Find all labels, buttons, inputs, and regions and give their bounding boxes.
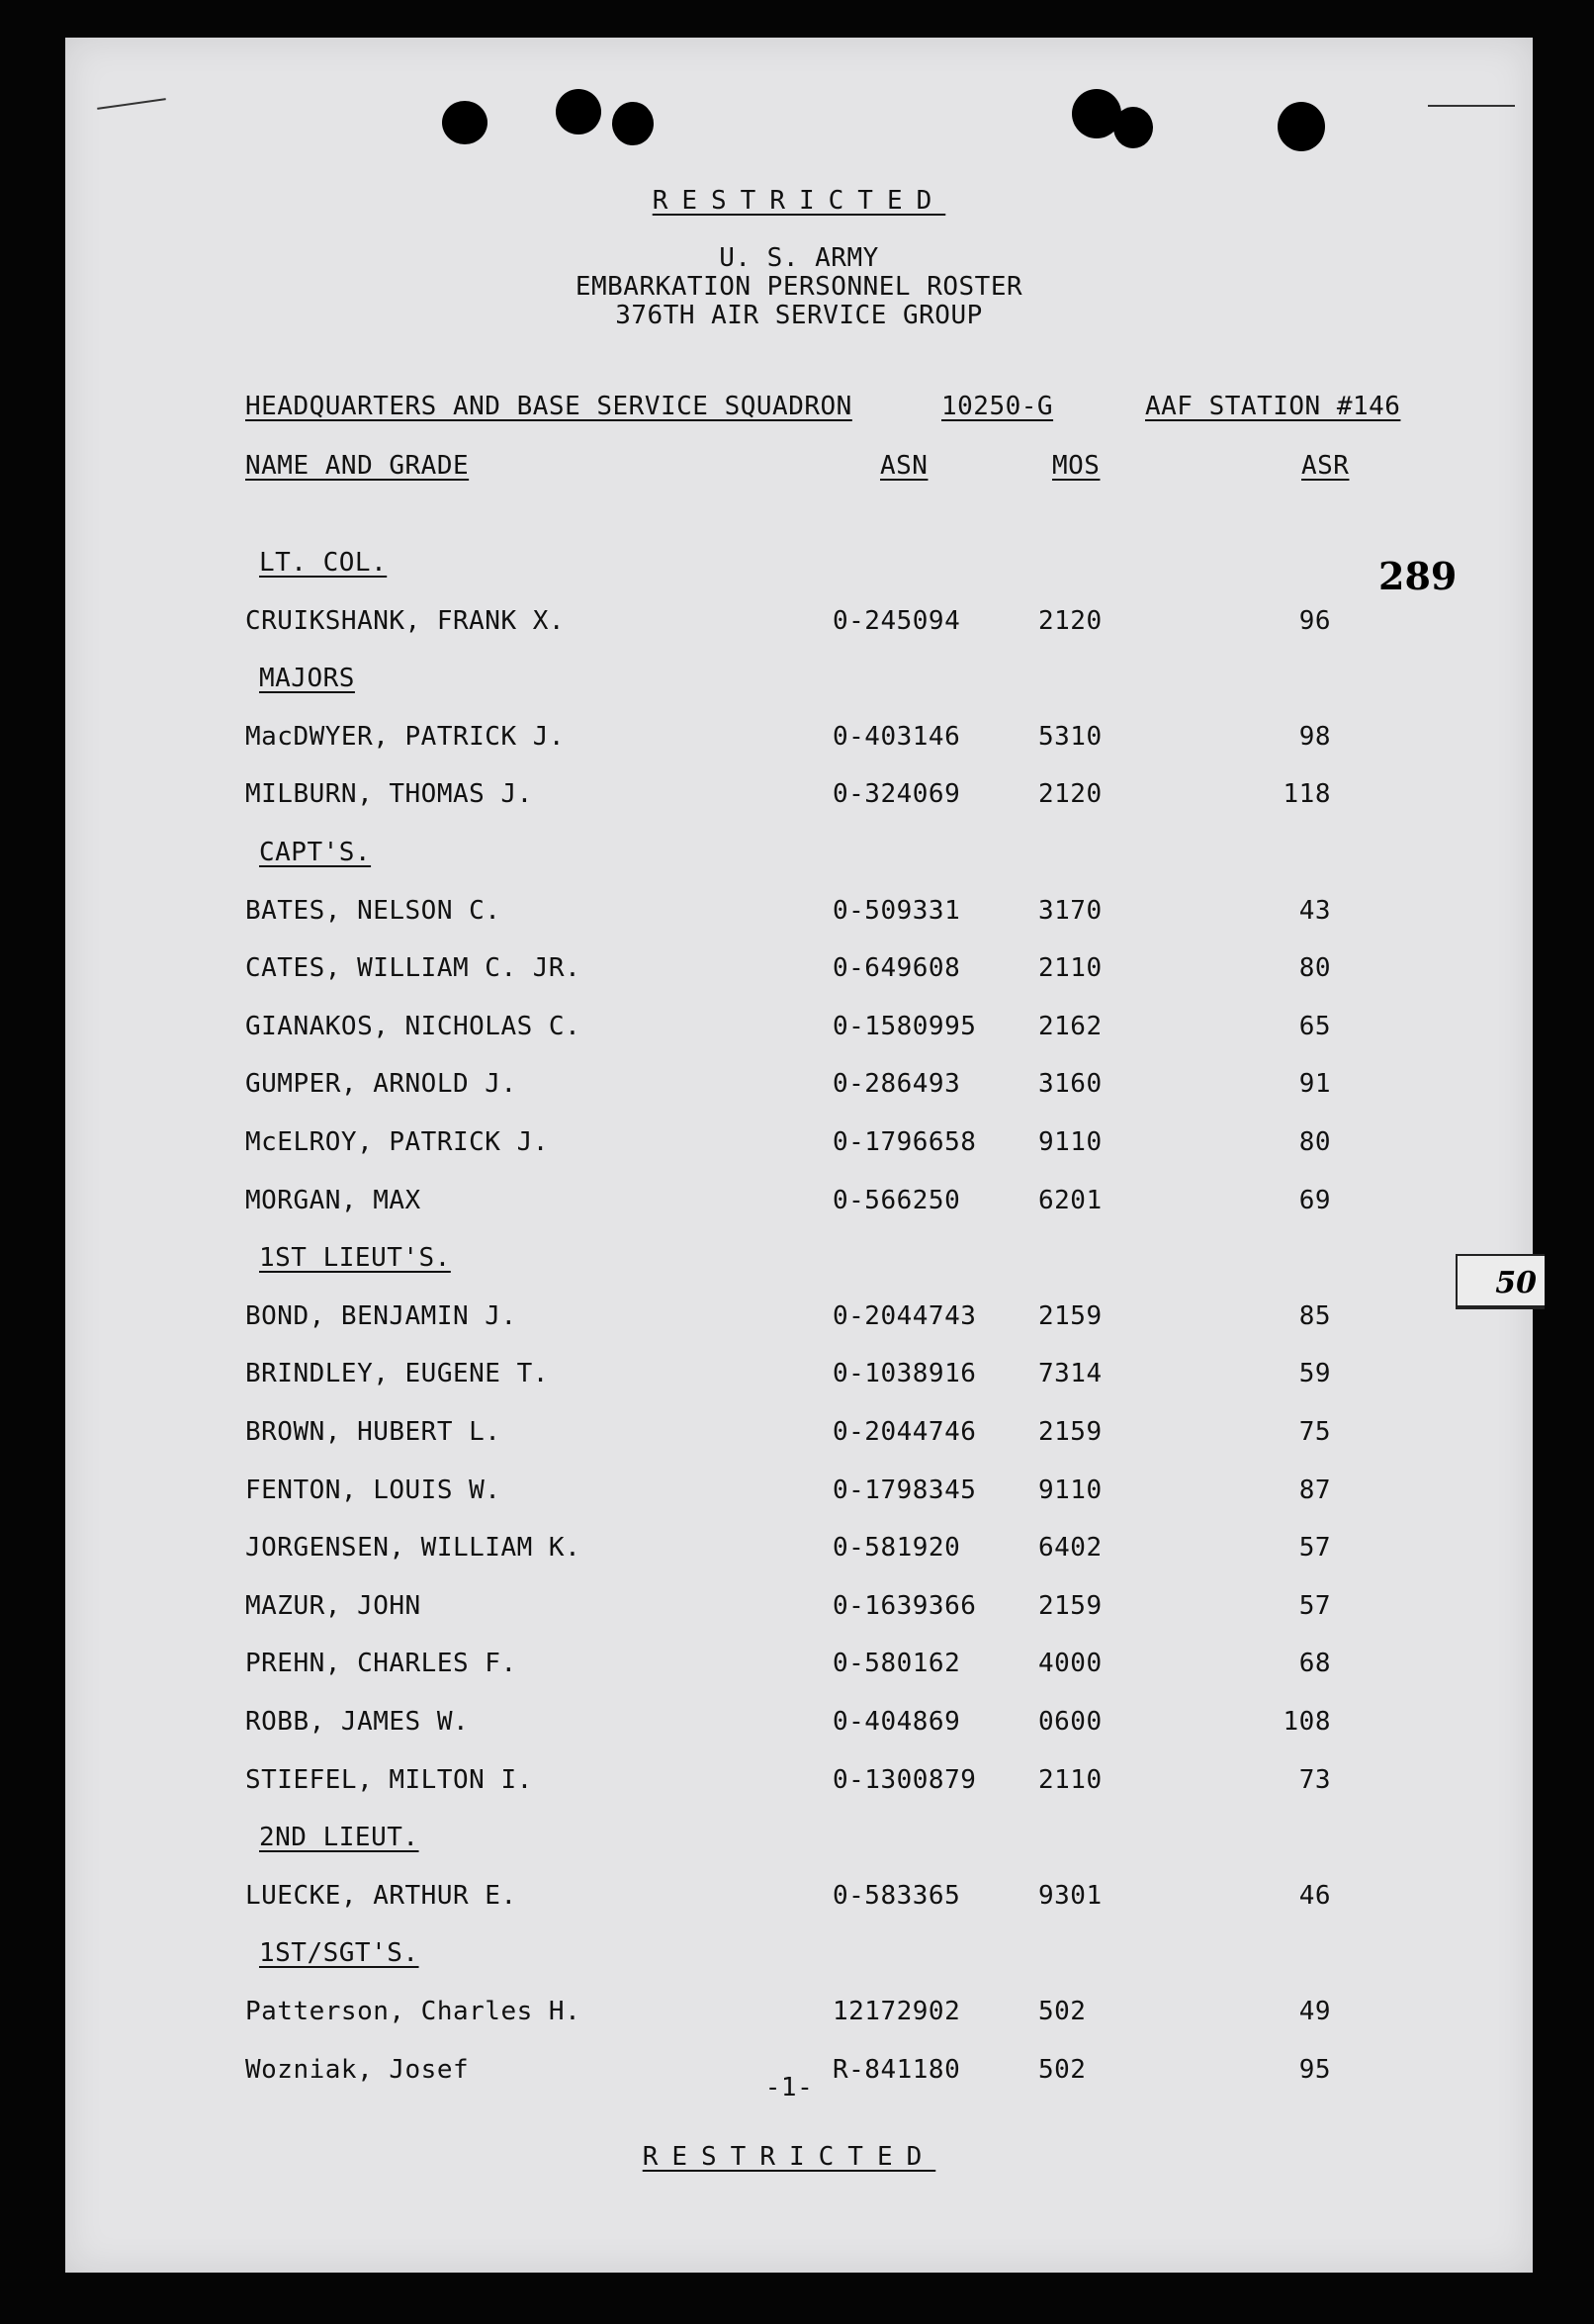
person-asn: 0-2044743 <box>833 1301 977 1331</box>
grade-heading: CAPT'S. <box>259 838 372 867</box>
grade-heading: 1ST LIEUT'S. <box>259 1243 451 1273</box>
person-name: MORGAN, MAX <box>245 1186 421 1215</box>
page-tab-label: 50 <box>1456 1254 1545 1309</box>
person-asn: 0-1038916 <box>833 1359 977 1388</box>
person-asr: 87 <box>1298 1475 1331 1505</box>
person-mos: 2162 <box>1038 1012 1103 1041</box>
person-asr: 80 <box>1298 1127 1331 1157</box>
column-header-asn: ASN <box>880 451 929 481</box>
grade-heading: MAJORS <box>259 664 355 693</box>
person-name: BROWN, HUBERT L. <box>245 1417 501 1447</box>
person-mos: 3170 <box>1038 896 1103 926</box>
org-line-3: 376TH AIR SERVICE GROUP <box>615 301 983 330</box>
person-asr: 91 <box>1298 1069 1331 1099</box>
person-asr: 85 <box>1298 1301 1331 1331</box>
person-mos: 9110 <box>1038 1127 1103 1157</box>
person-asr: 49 <box>1298 1997 1331 2026</box>
person-name: GUMPER, ARNOLD J. <box>245 1069 517 1099</box>
unit-code: 10250-G <box>941 392 1054 421</box>
person-asr: 65 <box>1298 1012 1331 1041</box>
person-name: PREHN, CHARLES F. <box>245 1649 517 1678</box>
person-asn: 12172902 <box>833 1997 961 2026</box>
person-name: MILBURN, THOMAS J. <box>245 779 533 809</box>
person-mos: 4000 <box>1038 1649 1103 1678</box>
person-name: CATES, WILLIAM C. JR. <box>245 953 581 983</box>
person-name: Wozniak, Josef <box>245 2055 470 2085</box>
person-name: LUECKE, ARTHUR E. <box>245 1881 517 1911</box>
person-asr: 68 <box>1298 1649 1331 1678</box>
column-header-asr: ASR <box>1301 451 1350 481</box>
grade-heading: 1ST/SGT'S. <box>259 1938 419 1968</box>
person-name: BATES, NELSON C. <box>245 896 501 926</box>
column-header-mos: MOS <box>1052 451 1101 481</box>
person-mos: 9301 <box>1038 1881 1103 1911</box>
org-line-1: U. S. ARMY <box>719 243 879 273</box>
person-name: BRINDLEY, EUGENE T. <box>245 1359 549 1388</box>
punch-hole <box>442 101 487 144</box>
person-mos: 2120 <box>1038 779 1103 809</box>
person-mos: 2120 <box>1038 606 1103 636</box>
person-name: JORGENSEN, WILLIAM K. <box>245 1533 581 1563</box>
grade-heading: LT. COL. <box>259 548 388 578</box>
person-asr: 69 <box>1298 1186 1331 1215</box>
person-asn: 0-649608 <box>833 953 961 983</box>
person-mos: 6402 <box>1038 1533 1103 1563</box>
person-asr: 43 <box>1298 896 1331 926</box>
person-mos: 2110 <box>1038 953 1103 983</box>
roster-page <box>65 38 1533 2273</box>
person-name: BOND, BENJAMIN J. <box>245 1301 517 1331</box>
person-mos: 502 <box>1038 2055 1087 2085</box>
person-mos: 2110 <box>1038 1765 1103 1795</box>
person-asn: 0-1300879 <box>833 1765 977 1795</box>
stamped-number: 289 <box>1378 554 1458 598</box>
org-line-2: EMBARKATION PERSONNEL ROSTER <box>575 272 1023 302</box>
margin-mark <box>1428 105 1515 107</box>
person-asr: 98 <box>1298 722 1331 752</box>
restricted-header: RESTRICTED <box>652 186 946 216</box>
person-asn: 0-286493 <box>833 1069 961 1099</box>
person-asn: 0-245094 <box>833 606 961 636</box>
margin-mark <box>97 98 166 110</box>
person-name: GIANAKOS, NICHOLAS C. <box>245 1012 581 1041</box>
page-number: -1- <box>764 2073 814 2102</box>
person-name: STIEFEL, MILTON I. <box>245 1765 533 1795</box>
column-header-name: NAME AND GRADE <box>245 451 470 481</box>
person-asn: 0-1580995 <box>833 1012 977 1041</box>
unit-name: HEADQUARTERS AND BASE SERVICE SQUADRON <box>245 392 852 421</box>
person-asn: 0-566250 <box>833 1186 961 1215</box>
punch-hole <box>1113 107 1153 148</box>
person-asn: 0-583365 <box>833 1881 961 1911</box>
person-asn: 0-509331 <box>833 896 961 926</box>
person-asr: 75 <box>1298 1417 1331 1447</box>
person-mos: 0600 <box>1038 1707 1103 1737</box>
person-name: ROBB, JAMES W. <box>245 1707 470 1737</box>
person-asn: 0-403146 <box>833 722 961 752</box>
punch-hole <box>612 102 654 145</box>
person-asn: R-841180 <box>833 2055 961 2085</box>
person-asn: 0-1796658 <box>833 1127 977 1157</box>
punch-hole <box>556 89 601 134</box>
person-name: FENTON, LOUIS W. <box>245 1475 501 1505</box>
person-asr: 57 <box>1298 1591 1331 1621</box>
person-mos: 2159 <box>1038 1301 1103 1331</box>
person-mos: 6201 <box>1038 1186 1103 1215</box>
person-asn: 0-2044746 <box>833 1417 977 1447</box>
grade-heading: 2ND LIEUT. <box>259 1823 419 1852</box>
punch-hole <box>1278 102 1325 151</box>
person-mos: 2159 <box>1038 1417 1103 1447</box>
person-mos: 5310 <box>1038 722 1103 752</box>
person-mos: 2159 <box>1038 1591 1103 1621</box>
person-mos: 7314 <box>1038 1359 1103 1388</box>
unit-station: AAF STATION #146 <box>1145 392 1401 421</box>
person-mos: 3160 <box>1038 1069 1103 1099</box>
person-asr: 118 <box>1283 779 1331 809</box>
person-name: CRUIKSHANK, FRANK X. <box>245 606 566 636</box>
person-mos: 502 <box>1038 1997 1087 2026</box>
person-asr: 46 <box>1298 1881 1331 1911</box>
person-asr: 57 <box>1298 1533 1331 1563</box>
person-asn: 0-1798345 <box>833 1475 977 1505</box>
person-asn: 0-581920 <box>833 1533 961 1563</box>
person-asr: 73 <box>1298 1765 1331 1795</box>
person-asr: 96 <box>1298 606 1331 636</box>
person-name: Patterson, Charles H. <box>245 1997 581 2026</box>
person-asn: 0-404869 <box>833 1707 961 1737</box>
person-asn: 0-580162 <box>833 1649 961 1678</box>
person-asr: 95 <box>1298 2055 1331 2085</box>
person-name: McELROY, PATRICK J. <box>245 1127 549 1157</box>
person-asr: 80 <box>1298 953 1331 983</box>
person-asr: 108 <box>1283 1707 1331 1737</box>
person-asr: 59 <box>1298 1359 1331 1388</box>
person-asn: 0-1639366 <box>833 1591 977 1621</box>
person-asn: 0-324069 <box>833 779 961 809</box>
person-mos: 9110 <box>1038 1475 1103 1505</box>
person-name: MAZUR, JOHN <box>245 1591 421 1621</box>
restricted-footer: RESTRICTED <box>642 2142 936 2172</box>
person-name: MacDWYER, PATRICK J. <box>245 722 566 752</box>
